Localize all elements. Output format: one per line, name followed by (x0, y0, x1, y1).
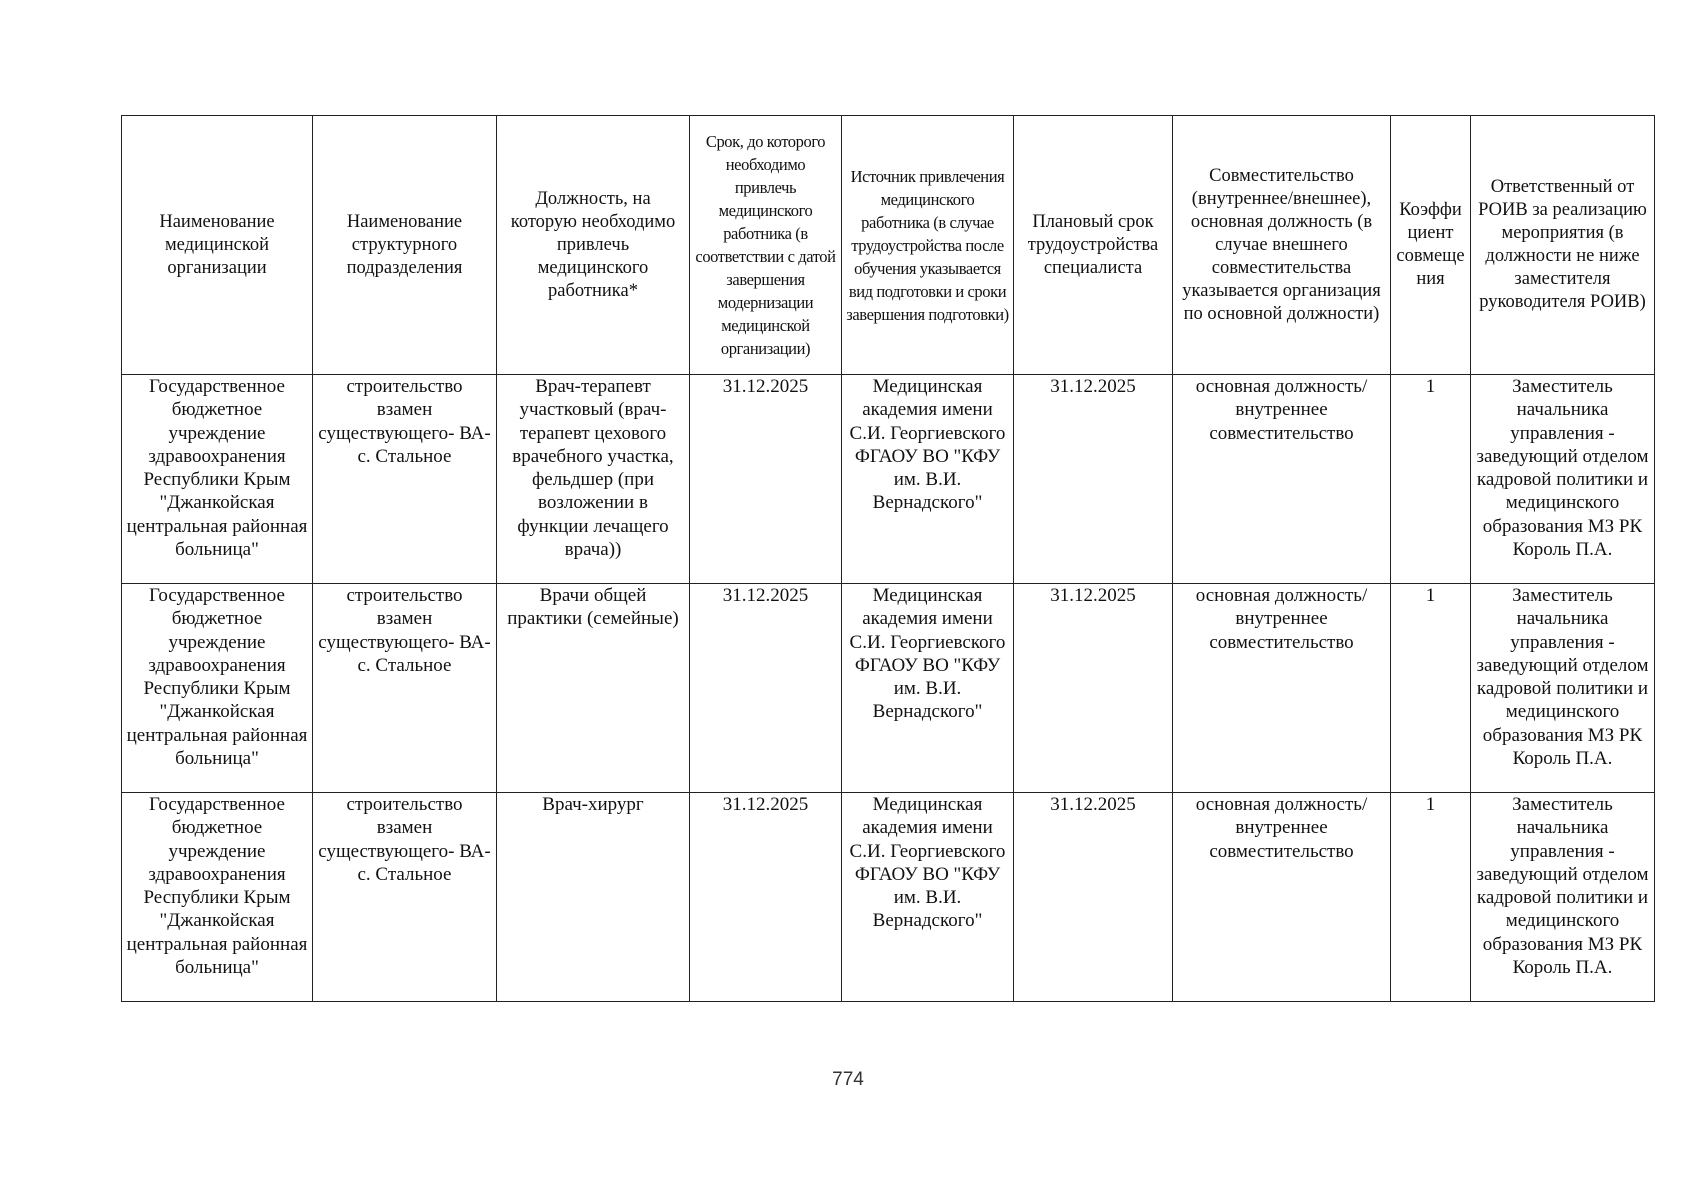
cell-responsible: Заместитель начальника управления - заведующий отделом кадровой политики и медицинского образования МЗ РК Король П.А. (1471, 375, 1655, 584)
cell-coefficient: 1 (1391, 793, 1471, 1002)
table-body (122, 375, 1655, 1002)
cell-subdivision: строительство взамен существующего- ВА- с. Стальное (313, 584, 497, 793)
cell-source: Медицинская академия имени С.И. Георгиевского ФГАОУ ВО "КФУ им. В.И. Вернадского" (842, 793, 1014, 1002)
cell-organization: Государственное бюджетное учреждение здравоохранения Республики Крым "Джанкойская центральная районная больница" (122, 584, 313, 793)
cell-deadline: 31.12.2025 (690, 584, 842, 793)
cell-subdivision: строительство взамен существующего- ВА- с. Стальное (313, 375, 497, 584)
cell-organization: Государственное бюджетное учреждение здравоохранения Республики Крым "Джанкойская центральная районная больница" (122, 375, 313, 584)
cell-position: Врачи общей практики (семейные) (497, 584, 690, 793)
cell-source: Медицинская академия имени С.И. Георгиевского ФГАОУ ВО "КФУ им. В.И. Вернадского" (842, 584, 1014, 793)
staffing-table (121, 115, 1655, 1002)
cell-planned-date: 31.12.2025 (1014, 584, 1173, 793)
header-planned-date: Плановый срок трудоустройства специалиста (1014, 116, 1173, 375)
table-header (122, 116, 1655, 375)
cell-subdivision: строительство взамен существующего- ВА- с. Стальное (313, 793, 497, 1002)
cell-planned-date: 31.12.2025 (1014, 793, 1173, 1002)
cell-responsible: Заместитель начальника управления - заведующий отделом кадровой политики и медицинского образования МЗ РК Король П.А. (1471, 793, 1655, 1002)
cell-deadline: 31.12.2025 (690, 375, 842, 584)
cell-combination: основная должность/ внутреннее совместительство (1173, 584, 1391, 793)
header-subdivision: Наименование структурного подразделения (313, 116, 497, 375)
cell-combination: основная должность/ внутреннее совместительство (1173, 793, 1391, 1002)
cell-source: Медицинская академия имени С.И. Георгиевского ФГАОУ ВО "КФУ им. В.И. Вернадского" (842, 375, 1014, 584)
cell-coefficient: 1 (1391, 375, 1471, 584)
header-deadline: Срок, до которого необходимо привлечь медицинского работника (в соответствии с датой завершения модернизации медицинской организации) (690, 116, 842, 375)
page-number: 774 (832, 1069, 864, 1090)
header-responsible: Ответственный от РОИВ за реализацию мероприятия (в должности не ниже заместителя руководителя РОИВ) (1471, 116, 1655, 375)
table-row (122, 793, 1655, 1002)
table-row (122, 584, 1655, 793)
cell-coefficient: 1 (1391, 584, 1471, 793)
table-row (122, 375, 1655, 584)
header-combination: Совместительство (внутреннее/внешнее), основная должность (в случае внешнего совместительства указывается организация по основной должности) (1173, 116, 1391, 375)
header-row (122, 116, 1655, 375)
cell-combination: основная должность/ внутреннее совместительство (1173, 375, 1391, 584)
header-organization: Наименование медицинской организации (122, 116, 313, 375)
cell-responsible: Заместитель начальника управления - заведующий отделом кадровой политики и медицинского образования МЗ РК Король П.А. (1471, 584, 1655, 793)
cell-position: Врач-хирург (497, 793, 690, 1002)
header-position: Должность, на которую необходимо привлечь медицинского работника* (497, 116, 690, 375)
cell-deadline: 31.12.2025 (690, 793, 842, 1002)
cell-organization: Государственное бюджетное учреждение здравоохранения Республики Крым "Джанкойская центральная районная больница" (122, 793, 313, 1002)
header-source: Источник привлечения медицинского работника (в случае трудоустройства после обучения указывается вид подготовки и сроки завершения подготовки) (842, 116, 1014, 375)
cell-planned-date: 31.12.2025 (1014, 375, 1173, 584)
cell-position: Врач-терапевт участковый (врач-терапевт цехового врачебного участка, фельдшер (при возложении в функции лечащего врача)) (497, 375, 690, 584)
header-coefficient: Коэффициент совмещения (1391, 116, 1471, 375)
